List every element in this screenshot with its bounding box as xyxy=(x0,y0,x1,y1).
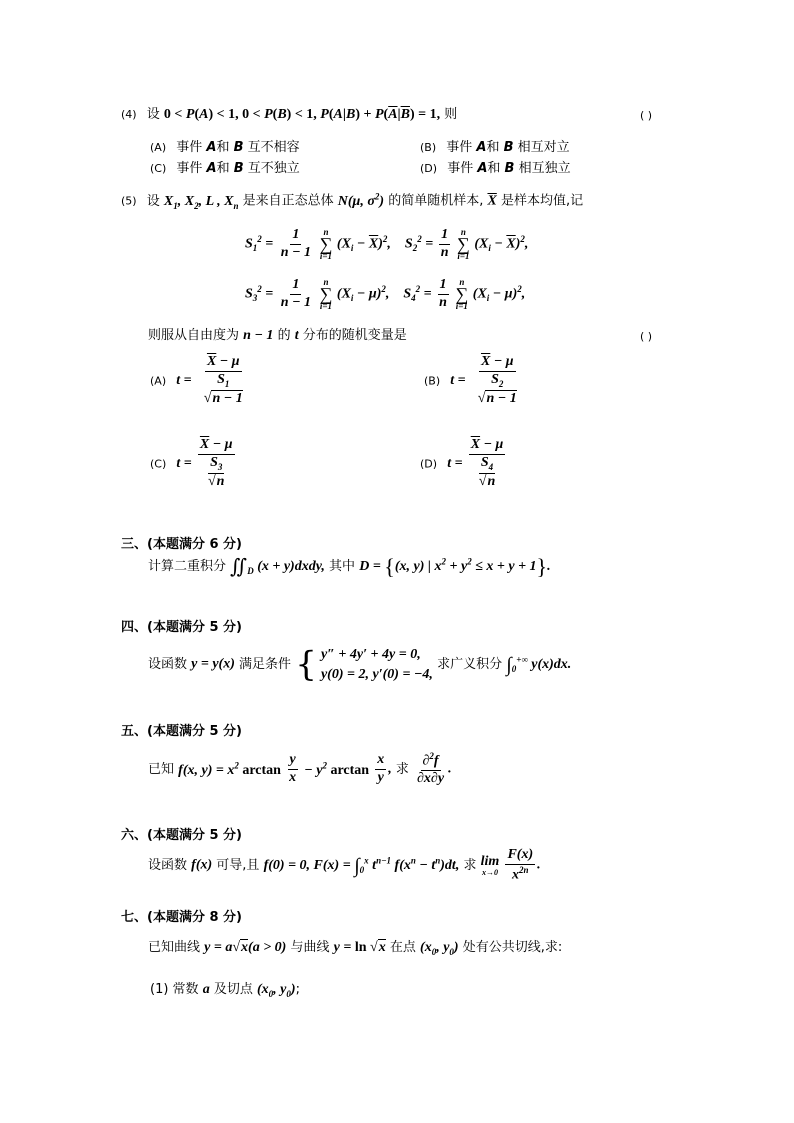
question-number: (4) xyxy=(121,108,137,121)
section-4-title: 四、(本题满分 5 分) xyxy=(121,620,242,635)
section-6-body: 设函数 f(x) 可导,且 f(0) = 0, $F(x) = \int_0^x$ $t^{n-1}$ $f(x^n - t^n)dt$, 求 lim x→0 $\frac{F(x)}{x^{2n}}$ . xyxy=(148,847,541,883)
section-4-body: 设函数 y = y(x) 满足条件 { y″ + 4y′ + 4y = 0, y(0) = 2, y′(0) = −4, 求广义积分 $\int_0^{+\infty}$ y(x)dx. xyxy=(148,644,572,685)
section-3-body: 计算二重积分 $∬_D$ (x + y)dxdy, 其中 D = {(x, y) | $x^2 + y^2 \le x + y + 1$}. xyxy=(148,554,551,579)
question-4-stem: (4) 设 0 < P(A) < 1, 0 < P(B) < 1, $P(A|B) + P(\overline{A}|\overline{B}) = 1$, 则 xyxy=(121,107,458,122)
option-c: (C) t = $\frac{\overline{X} - \mu}{\frac{S_3}{√n}}$ xyxy=(150,437,233,489)
option-b: (B) 事件 A和 B 相互对立 xyxy=(420,140,570,155)
condition-formula: 0 < P(A) < 1, 0 < P(B) < 1, $P(A|B) + P(\overline{A}|\overline{B}) = 1$, xyxy=(163,107,441,122)
section-3-title: 三、(本题满分 6 分) xyxy=(121,537,242,552)
question-5-stem: (5) 设 $X_1$, $X_2$, L , $X_n$ 是来自正态总体 N(μ, $\sigma^2$) 的简单随机样本, $\overline{X}$ 是样本均值,记 xyxy=(121,191,584,211)
option-c: (C) 事件 A和 B 互不独立 xyxy=(150,161,300,176)
section-5-title: 五、(本题满分 5 分) xyxy=(121,724,242,739)
answer-paren: ( ) xyxy=(640,330,653,343)
section-7-body: 已知曲线 y = a√x(a > 0) 与曲线 y = ln √x 在点 ($x_0$, $y_0$) 处有公共切线,求: xyxy=(148,940,563,957)
option-a: (A) 事件 A和 B 互不相容 xyxy=(150,140,300,155)
section-5-body: 已知 f(x, $y) = x^2$ arctan $\frac{y}{x}$ − $y^2$ arctan $\frac{x}{y}$ , 求 $\frac{\partial^2f}{\partial x\partial y}$ . xyxy=(148,751,452,787)
answer-paren: ( ) xyxy=(640,109,653,122)
option-d: (D) 事件 A和 B 相互独立 xyxy=(420,161,571,176)
section-7-title: 七、(本题满分 8 分) xyxy=(121,910,242,925)
section-7-sub1: (1) 常数 a 及切点 ($x_0$, $y_0$); xyxy=(150,982,300,999)
question-5-ask: 则服从自由度为 n − 1 的 t 分布的随机变量是 xyxy=(148,328,407,343)
option-a: (A) t = $\frac{\overline{X} - \mu}{\frac{S_1}{√n - 1}}$ xyxy=(150,354,243,406)
option-d: (D) t = $\frac{\overline{X} - \mu}{\frac{S_4}{√n}}$ xyxy=(420,437,504,489)
section-6-title: 六、(本题满分 5 分) xyxy=(121,828,242,843)
s3-s4-formula: $S_3^2$ = $\frac{1}{n - 1}$ n ∑ i=1 $(X_i - \mu)^2$, $S_4^2$ = $\frac{1}{n}$ n ∑ i=1 $(X_i - \mu)^2$, xyxy=(245,277,526,312)
option-b: (B) t = $\frac{\overline{X} - \mu}{\frac{S_2}{√n - 1}}$ xyxy=(424,354,517,406)
s1-s2-formula: $S_1^2$ = $\frac{1}{n - 1}$ n ∑ i=1 $(X_i - \overline{X})^2$, $S_2^2$ = $\frac{1}{n}$ n ∑ i=1 $(X_i - \overline{X})^2$, xyxy=(245,227,529,262)
